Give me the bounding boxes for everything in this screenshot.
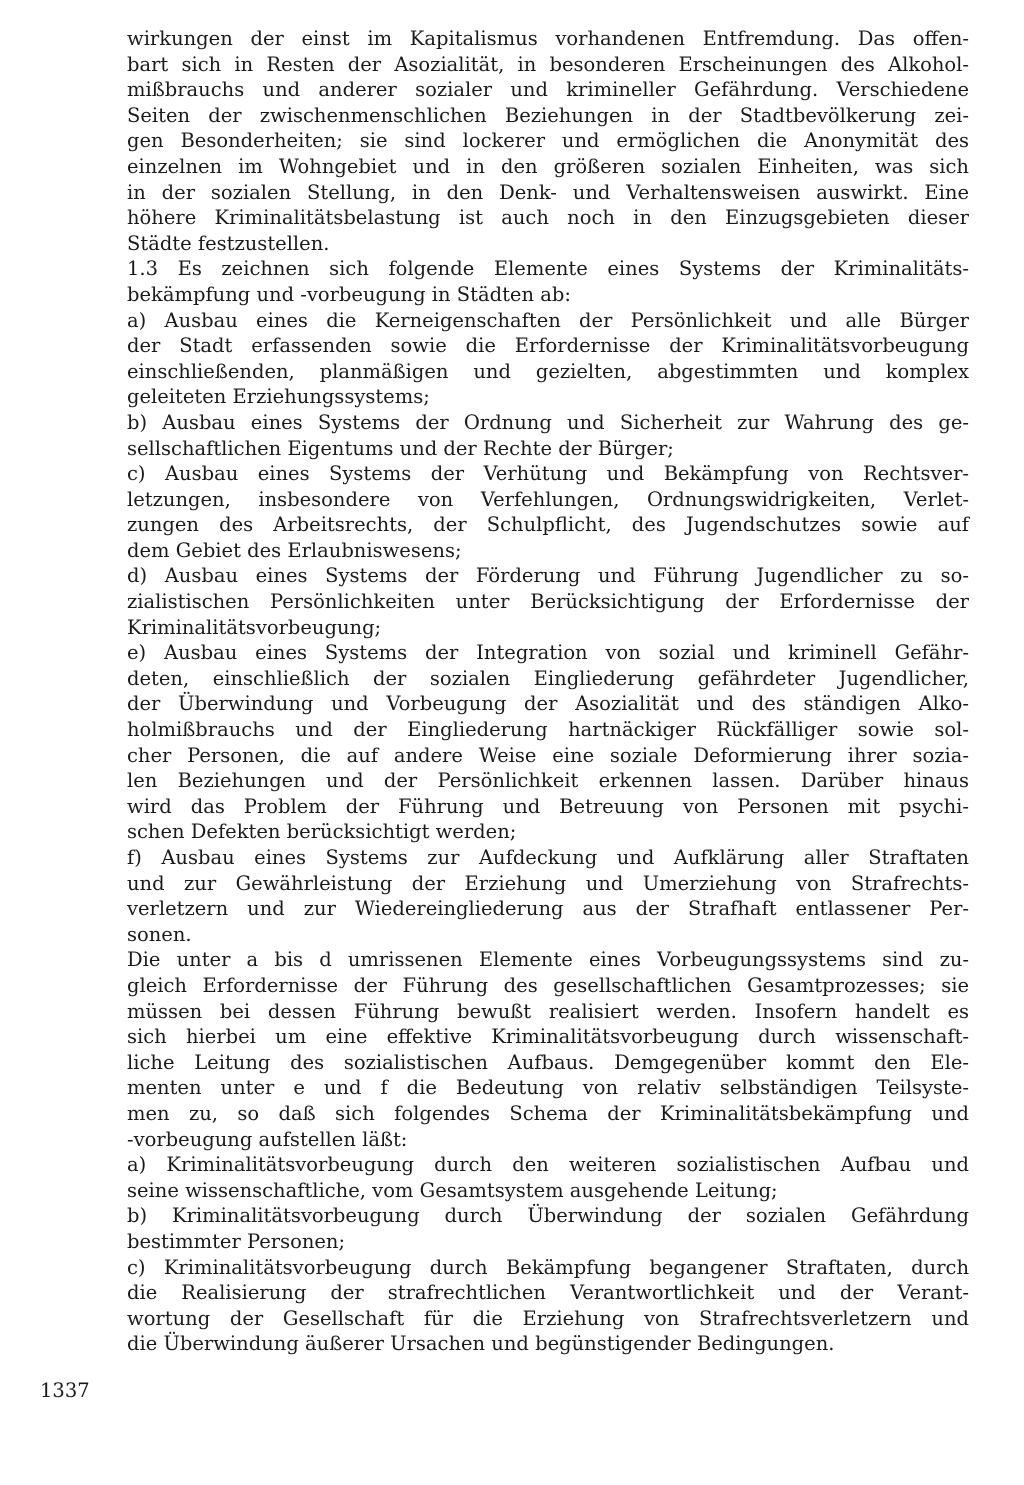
text-line: wortung der Gesellschaft für die Erziehung von Strafrechtsverletzern und bbox=[127, 1306, 969, 1330]
text-line: sellschaftlichen Eigentums und der Rechte der Bürger; bbox=[127, 436, 674, 460]
text-line: wird das Problem der Führung und Betreuung von Personen mit psychi- bbox=[127, 794, 969, 818]
text-line: in der sozialen Stellung, in den Denk- und Verhaltensweisen auswirkt. Eine bbox=[127, 180, 969, 204]
text-line: einschließenden, planmäßigen und gezielten, abgestimmten und komplex bbox=[127, 359, 969, 383]
text-line: bestimmter Personen; bbox=[127, 1229, 346, 1253]
text-line: a) Ausbau eines die Kerneigenschaften der Persönlichkeit und alle Bürger bbox=[127, 308, 969, 332]
text-line: höhere Kriminalitätsbelastung ist auch noch in den Einzugsgebieten dieser bbox=[127, 206, 969, 230]
text-line: zialistischen Persönlichkeiten unter Berücksichtigung der Erfordernisse der bbox=[127, 590, 969, 614]
text-line: men zu, so daß sich folgendes Schema der Kriminalitätsbekämpfung und bbox=[127, 1101, 969, 1125]
text-line: der Stadt erfassenden sowie die Erfordernisse der Kriminalitätsvorbeugung bbox=[127, 334, 969, 358]
text-line: b) Ausbau eines Systems der Ordnung und Sicherheit zur Wahrung des ge- bbox=[127, 410, 969, 434]
text-line: zungen des Arbeitsrechts, der Schulpflicht, des Jugendschutzes sowie auf bbox=[127, 513, 969, 537]
text-line: d) Ausbau eines Systems der Förderung und Führung Jugendlicher zu so- bbox=[127, 564, 969, 588]
text-line: menten unter e und f die Bedeutung von relativ selbständigen Teilsyste- bbox=[127, 1076, 969, 1100]
text-line: bart sich in Resten der Asozialität, in besonderen Erscheinungen des Alkohol- bbox=[127, 52, 969, 76]
text-line: sonen. bbox=[127, 922, 192, 946]
text-line: Die unter a bis d umrissenen Elemente eines Vorbeugungssystems sind zu- bbox=[127, 948, 969, 972]
text-line: gen Besonderheiten; sie sind lockerer und ermöglichen die Anonymität des bbox=[127, 129, 969, 153]
text-line: gleich Erfordernisse der Führung des gesellschaftlichen Gesamtprozesses; sie bbox=[127, 973, 969, 997]
text-line: holmißbrauchs und der Eingliederung hartnäckiger Rückfälliger sowie sol- bbox=[127, 718, 969, 742]
text-line: Kriminalitätsvorbeugung; bbox=[127, 615, 382, 639]
text-line: c) Kriminalitätsvorbeugung durch Bekämpfung begangener Straftaten, durch bbox=[127, 1255, 969, 1279]
text-line: schen Defekten berücksichtigt werden; bbox=[127, 820, 517, 844]
text-line: a) Kriminalitätsvorbeugung durch den weiteren sozialistischen Aufbau und bbox=[127, 1153, 969, 1177]
text-line: 1.3 Es zeichnen sich folgende Elemente eines Systems der Kriminalitäts- bbox=[127, 257, 969, 281]
text-line: f) Ausbau eines Systems zur Aufdeckung und Aufklärung aller Straftaten bbox=[127, 846, 969, 869]
text-line: deten, einschließlich der sozialen Eingliederung gefährdeter Jugendlicher, bbox=[127, 666, 969, 690]
text-line: einzelnen im Wohngebiet und in den größeren sozialen Einheiten, was sich bbox=[127, 154, 969, 178]
text-line: seine wissenschaftliche, vom Gesamtsystem ausgehende Leitung; bbox=[127, 1178, 778, 1202]
text-line: len Beziehungen und der Persönlichkeit erkennen lassen. Darüber hinaus bbox=[127, 769, 969, 793]
text-line: e) Ausbau eines Systems der Integration von sozial und kriminell Gefähr- bbox=[127, 641, 969, 665]
text-line: und zur Gewährleistung der Erziehung und Umerziehung von Strafrechts- bbox=[127, 871, 969, 895]
text-line: die Realisierung der strafrechtlichen Verantwortlichkeit und der Verant- bbox=[127, 1281, 969, 1305]
body-text bbox=[127, 26, 969, 1357]
text-line: -vorbeugung aufstellen läßt: bbox=[127, 1127, 408, 1151]
text-line: Seiten der zwischenmenschlichen Beziehungen in der Stadtbevölkerung zei- bbox=[127, 103, 969, 127]
text-line: letzungen, insbesondere von Verfehlungen, Ordnungswidrigkeiten, Verlet- bbox=[127, 487, 969, 511]
text-line: müssen bei dessen Führung bewußt realisiert werden. Insofern handelt es bbox=[127, 999, 969, 1023]
text-line: die Überwindung äußerer Ursachen und begünstigender Bedingungen. bbox=[127, 1332, 835, 1356]
text-line: wirkungen der einst im Kapitalismus vorhandenen Entfremdung. Das offen- bbox=[127, 27, 969, 50]
page-number: 1337 bbox=[40, 1379, 90, 1402]
text-line: der Überwindung und Vorbeugung der Asozialität und des ständigen Alko- bbox=[127, 692, 969, 716]
text-line: cher Personen, die auf andere Weise eine soziale Deformierung ihrer sozia- bbox=[127, 743, 969, 767]
text-line: c) Ausbau eines Systems der Verhütung und Bekämpfung von Rechtsver- bbox=[127, 462, 969, 486]
text-line: b) Kriminalitätsvorbeugung durch Überwindung der sozialen Gefährdung bbox=[127, 1204, 969, 1228]
text-line: verletzern und zur Wiedereingliederung aus der Strafhaft entlassener Per- bbox=[127, 897, 969, 921]
text-line: geleiteten Erziehungssystems; bbox=[127, 385, 430, 409]
text-line: bekämpfung und -vorbeugung in Städten ab: bbox=[127, 282, 571, 306]
text-line: Städte festzustellen. bbox=[127, 231, 330, 255]
text-line: sich hierbei um eine effektive Kriminalitätsvorbeugung durch wissenschaft- bbox=[127, 1025, 969, 1049]
text-line: dem Gebiet des Erlaubniswesens; bbox=[127, 538, 462, 562]
text-line: liche Leitung des sozialistischen Aufbaus. Demgegenüber kommt den Ele- bbox=[127, 1050, 969, 1074]
text-line: mißbrauchs und anderer sozialer und krimineller Gefährdung. Verschiedene bbox=[127, 78, 969, 102]
